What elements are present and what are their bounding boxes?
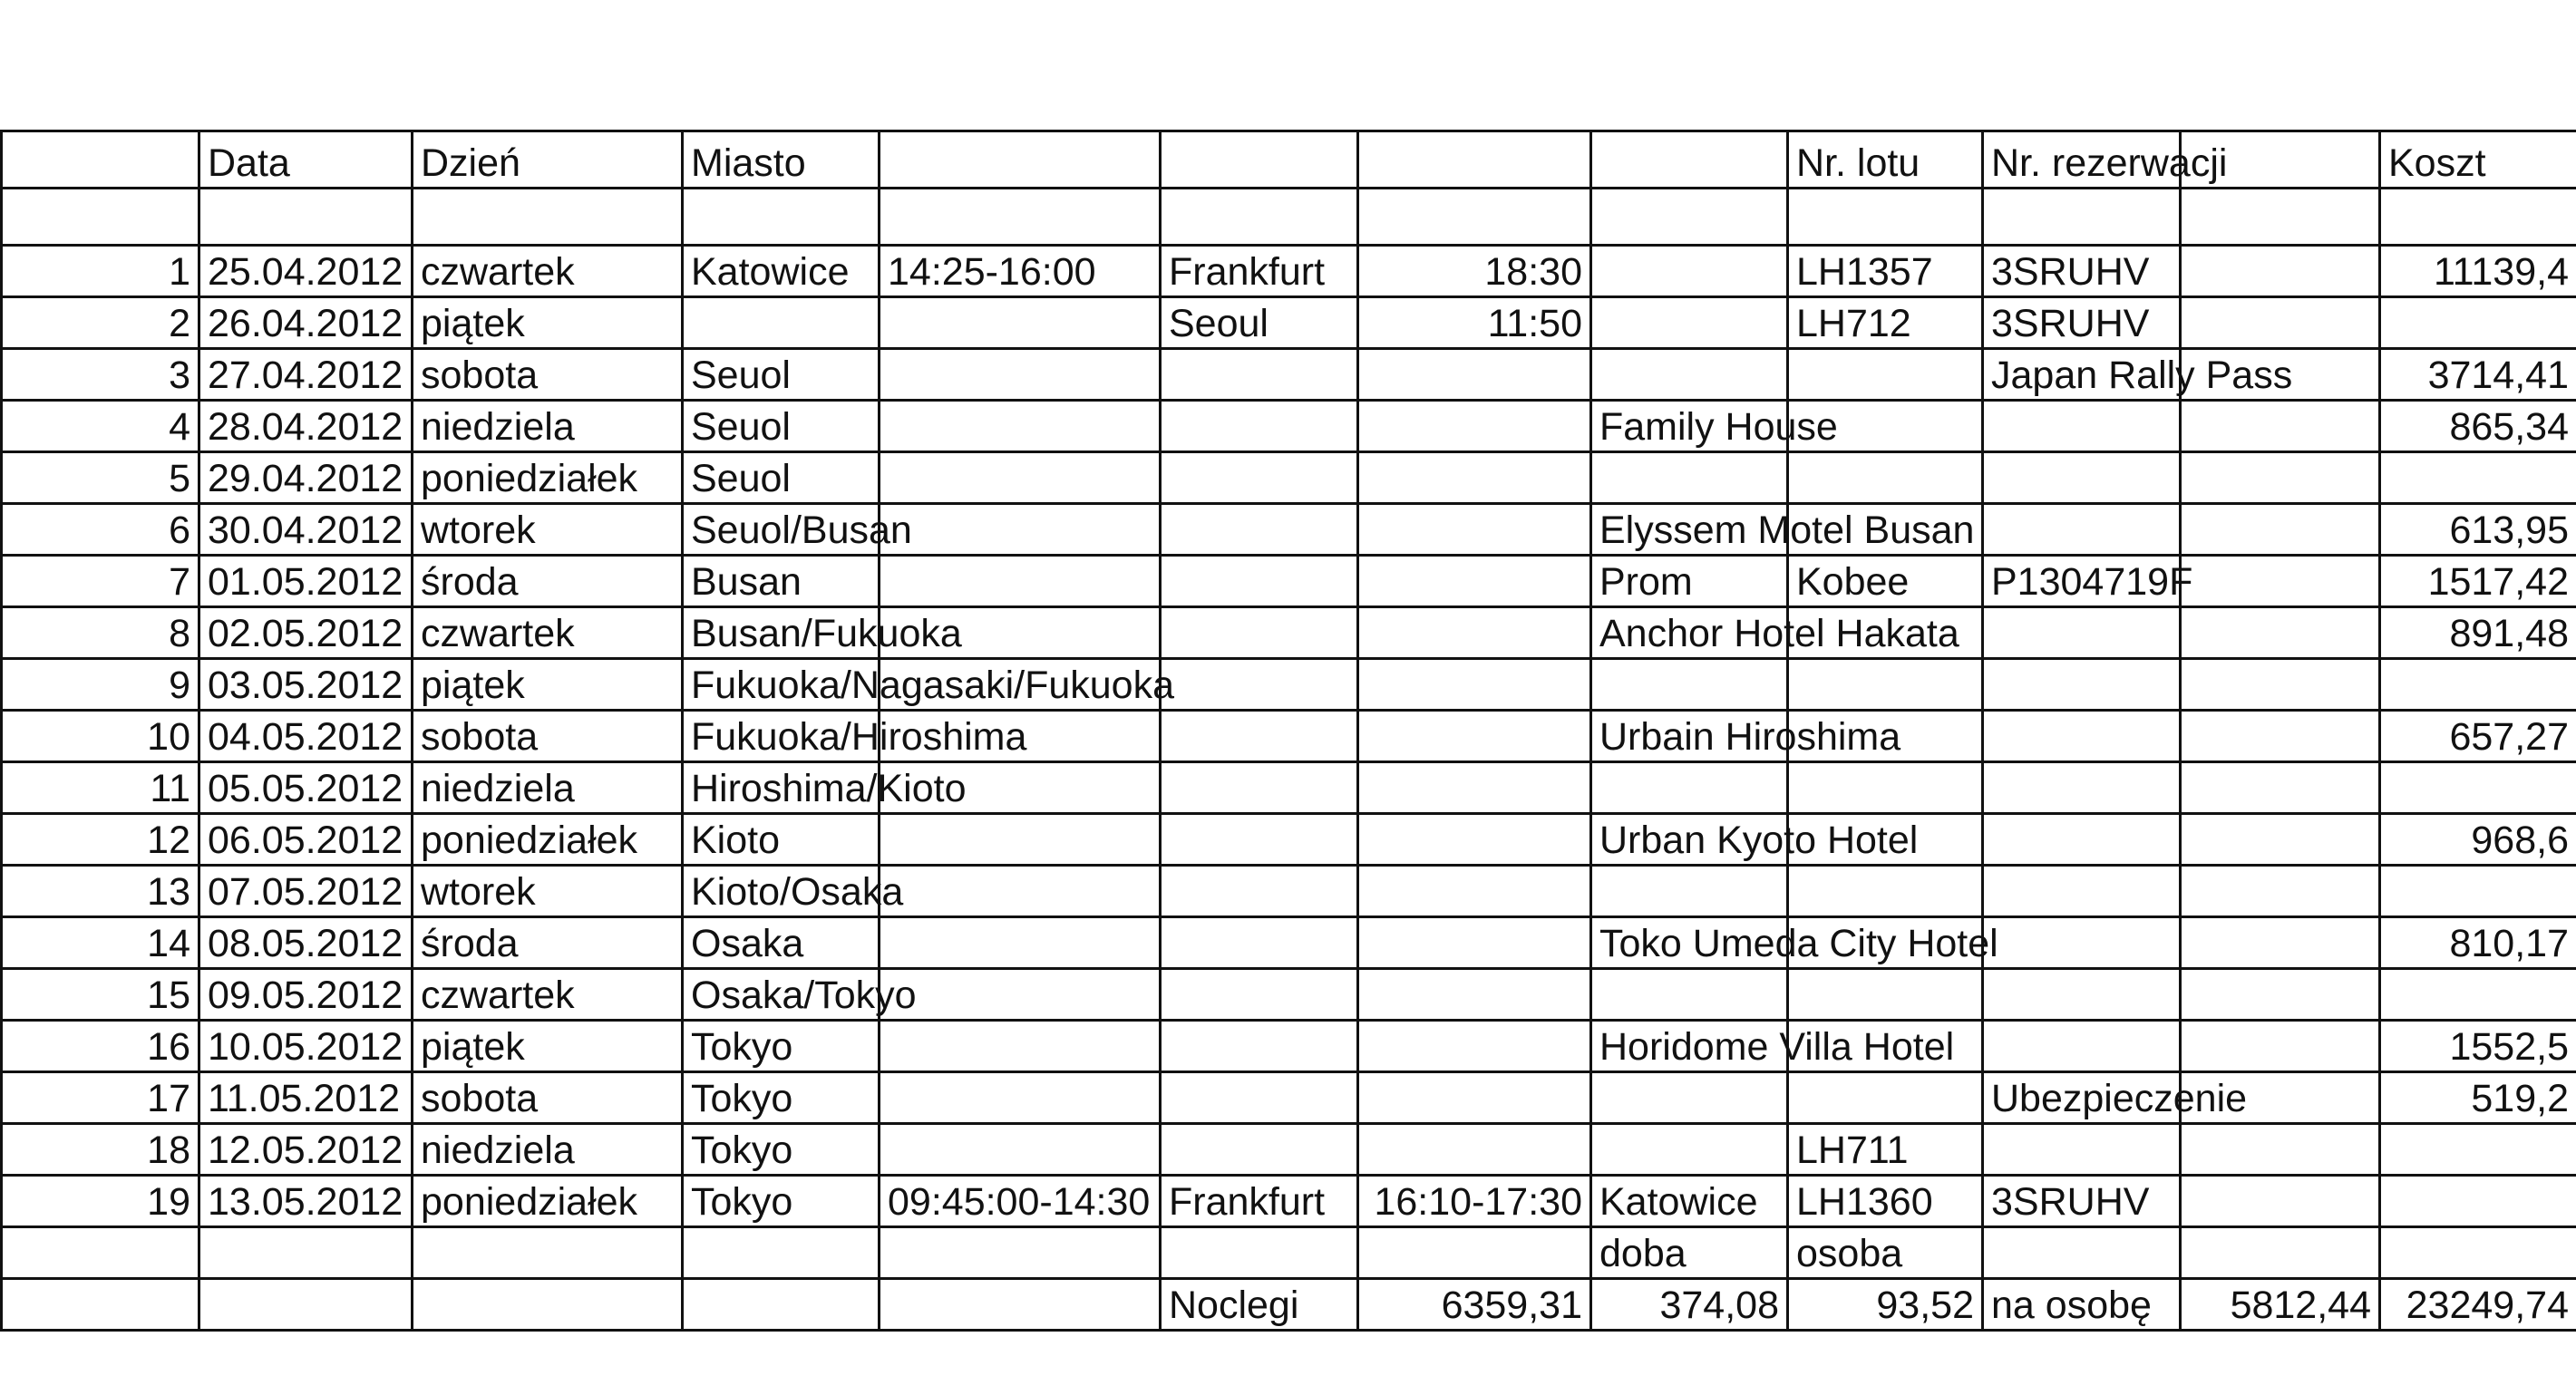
blank-cell: [2181, 1227, 2380, 1279]
row-city: Hiroshima/Kioto: [683, 762, 880, 814]
row-accommodation: [1591, 659, 1788, 711]
blank-cell: [880, 1227, 1161, 1279]
row-cost: 519,2: [2380, 1072, 2576, 1124]
table-row: [2, 401, 2576, 452]
doba-value: 374,08: [1591, 1279, 1788, 1331]
row-number: 12: [2, 814, 199, 866]
row-city: Tokyo: [683, 1072, 880, 1124]
row-reservation-extra: [2181, 969, 2380, 1021]
row-departure-time: [880, 504, 1161, 556]
row-transfer-city: [1161, 814, 1358, 866]
row-number: 13: [2, 866, 199, 917]
header-koszt: Koszt: [2380, 131, 2576, 189]
row-reservation-extra: [2181, 246, 2380, 297]
row-flight-number: [1788, 866, 1983, 917]
row-accommodation: Family House: [1591, 401, 1788, 452]
blank-cell: [1983, 189, 2181, 246]
row-transfer-city: Frankfurt: [1161, 246, 1358, 297]
row-number: 7: [2, 556, 199, 607]
blank-cell: [683, 189, 880, 246]
row-date: 29.04.2012: [199, 452, 413, 504]
row-number: 1: [2, 246, 199, 297]
table-row: [2, 452, 2576, 504]
row-departure-time: [880, 349, 1161, 401]
blank-cell: [2181, 189, 2380, 246]
row-cost: 810,17: [2380, 917, 2576, 969]
row-arrival-time: [1358, 917, 1591, 969]
row-flight-number: Kobee: [1788, 556, 1983, 607]
row-accommodation: Horidome Villa Hotel: [1591, 1021, 1788, 1072]
row-reservation-extra: [2181, 1021, 2380, 1072]
table-row: [2, 762, 2576, 814]
row-flight-number: LH1360: [1788, 1176, 1983, 1227]
label-doba: doba: [1591, 1227, 1788, 1279]
row-accommodation: Toko Umeda City Hotel: [1591, 917, 1788, 969]
row-departure-time: [880, 866, 1161, 917]
row-arrival-time: [1358, 711, 1591, 762]
row-cost: 1552,5: [2380, 1021, 2576, 1072]
blank-row: [2, 189, 2576, 246]
row-day: niedziela: [413, 401, 683, 452]
row-number: 3: [2, 349, 199, 401]
row-transfer-city: [1161, 917, 1358, 969]
row-arrival-time: [1358, 762, 1591, 814]
table-row: [2, 1176, 2576, 1227]
row-reservation-extra: [2181, 504, 2380, 556]
row-city: Seuol: [683, 452, 880, 504]
row-number: 14: [2, 917, 199, 969]
row-city: Busan: [683, 556, 880, 607]
row-date: 07.05.2012: [199, 866, 413, 917]
row-date: 03.05.2012: [199, 659, 413, 711]
blank-cell: [2380, 1227, 2576, 1279]
blank-cell: [2, 189, 199, 246]
row-reservation: [1983, 659, 2181, 711]
table-body: [2, 131, 2576, 1331]
row-arrival-time: [1358, 866, 1591, 917]
row-transfer-city: Frankfurt: [1161, 1176, 1358, 1227]
row-city: Tokyo: [683, 1021, 880, 1072]
row-date: 08.05.2012: [199, 917, 413, 969]
row-reservation-extra: [2181, 711, 2380, 762]
row-flight-number: [1788, 452, 1983, 504]
row-date: 06.05.2012: [199, 814, 413, 866]
row-number: 5: [2, 452, 199, 504]
table-row: [2, 504, 2576, 556]
row-date: 27.04.2012: [199, 349, 413, 401]
blank-cell: [2380, 189, 2576, 246]
row-cost: [2380, 1176, 2576, 1227]
row-cost: [2380, 452, 2576, 504]
row-accommodation: Prom: [1591, 556, 1788, 607]
row-transfer-city: [1161, 1124, 1358, 1176]
row-accommodation: [1591, 1124, 1788, 1176]
grand-total: 23249,74: [2380, 1279, 2576, 1331]
row-number: 17: [2, 1072, 199, 1124]
header-row: [2, 131, 2576, 189]
row-arrival-time: [1358, 1021, 1591, 1072]
row-city: Seuol: [683, 401, 880, 452]
row-reservation: [1983, 452, 2181, 504]
row-reservation: [1983, 969, 2181, 1021]
blank-cell: [683, 1227, 880, 1279]
row-date: 28.04.2012: [199, 401, 413, 452]
row-accommodation: [1591, 297, 1788, 349]
na-osobe-label: na osobę: [1983, 1279, 2181, 1331]
row-departure-time: [880, 917, 1161, 969]
itinerary-table: [0, 130, 2576, 1332]
row-cost: 891,48: [2380, 607, 2576, 659]
table-row: [2, 711, 2576, 762]
blank-cell: [413, 1227, 683, 1279]
blank-cell: [413, 1279, 683, 1331]
row-departure-time: [880, 1021, 1161, 1072]
row-reservation-extra: [2181, 452, 2380, 504]
row-number: 6: [2, 504, 199, 556]
table-row: [2, 349, 2576, 401]
row-reservation: [1983, 762, 2181, 814]
row-city: Kioto: [683, 814, 880, 866]
row-number: 19: [2, 1176, 199, 1227]
blank-cell: [1358, 1227, 1591, 1279]
row-reservation: 3SRUHV: [1983, 297, 2181, 349]
row-accommodation: Elyssem Motel Busan: [1591, 504, 1788, 556]
row-cost: 3714,41: [2380, 349, 2576, 401]
row-arrival-time: 11:50: [1358, 297, 1591, 349]
row-number: 4: [2, 401, 199, 452]
row-transfer-city: [1161, 504, 1358, 556]
blank-cell: [2, 1227, 199, 1279]
row-reservation-extra: [2181, 401, 2380, 452]
row-arrival-time: [1358, 659, 1591, 711]
row-accommodation: [1591, 1072, 1788, 1124]
row-number: 9: [2, 659, 199, 711]
row-reservation-extra: [2181, 659, 2380, 711]
row-transfer-city: [1161, 659, 1358, 711]
row-arrival-time: [1358, 556, 1591, 607]
row-departure-time: [880, 401, 1161, 452]
row-day: piątek: [413, 1021, 683, 1072]
blank-cell: [880, 1279, 1161, 1331]
row-reservation: P1304719F: [1983, 556, 2181, 607]
row-city: Seuol/Busan: [683, 504, 880, 556]
table-row: [2, 1124, 2576, 1176]
blank-cell: [880, 189, 1161, 246]
row-cost: [2380, 969, 2576, 1021]
spreadsheet: [0, 130, 2576, 1395]
row-day: czwartek: [413, 607, 683, 659]
row-arrival-time: [1358, 607, 1591, 659]
row-cost: 968,6: [2380, 814, 2576, 866]
table-row: [2, 866, 2576, 917]
row-accommodation: [1591, 349, 1788, 401]
table-row: [2, 297, 2576, 349]
row-reservation-extra: [2181, 1124, 2380, 1176]
row-reservation-extra: [2181, 1176, 2380, 1227]
row-cost: 11139,4: [2380, 246, 2576, 297]
row-transfer-city: [1161, 1072, 1358, 1124]
row-arrival-time: [1358, 1072, 1591, 1124]
row-number: 11: [2, 762, 199, 814]
row-transfer-city: [1161, 969, 1358, 1021]
row-transfer-city: [1161, 349, 1358, 401]
row-date: 04.05.2012: [199, 711, 413, 762]
row-arrival-time: [1358, 969, 1591, 1021]
row-reservation: Japan Rally Pass: [1983, 349, 2181, 401]
row-day: wtorek: [413, 504, 683, 556]
row-cost: [2380, 1124, 2576, 1176]
row-reservation-extra: [2181, 762, 2380, 814]
row-reservation-extra: [2181, 814, 2380, 866]
row-reservation-extra: [2181, 556, 2380, 607]
row-date: 13.05.2012: [199, 1176, 413, 1227]
row-cost: 865,34: [2380, 401, 2576, 452]
header-dzien: Dzień: [413, 131, 683, 189]
row-day: piątek: [413, 297, 683, 349]
row-date: 25.04.2012: [199, 246, 413, 297]
row-reservation: [1983, 607, 2181, 659]
row-city: [683, 297, 880, 349]
blank-cell: [2, 1279, 199, 1331]
row-day: sobota: [413, 1072, 683, 1124]
row-day: czwartek: [413, 969, 683, 1021]
row-city: Katowice: [683, 246, 880, 297]
row-day: poniedziałek: [413, 452, 683, 504]
row-departure-time: [880, 556, 1161, 607]
totals-row: [2, 1279, 2576, 1331]
row-accommodation: [1591, 866, 1788, 917]
row-city: Osaka/Tokyo: [683, 969, 880, 1021]
row-cost: [2380, 659, 2576, 711]
row-arrival-time: [1358, 504, 1591, 556]
blank-cell: [413, 189, 683, 246]
header-data: Data: [199, 131, 413, 189]
row-flight-number: [1788, 1072, 1983, 1124]
header-miasto: Miasto: [683, 131, 880, 189]
row-reservation: [1983, 814, 2181, 866]
blank-cell: [199, 1227, 413, 1279]
row-reservation: [1983, 1021, 2181, 1072]
row-city: Fukuoka/Hiroshima: [683, 711, 880, 762]
row-day: poniedziałek: [413, 814, 683, 866]
row-arrival-time: 16:10-17:30: [1358, 1176, 1591, 1227]
row-accommodation: [1591, 246, 1788, 297]
row-transfer-city: [1161, 762, 1358, 814]
label-osoba: osoba: [1788, 1227, 1983, 1279]
row-flight-number: LH712: [1788, 297, 1983, 349]
row-arrival-time: [1358, 814, 1591, 866]
row-date: 02.05.2012: [199, 607, 413, 659]
row-transfer-city: [1161, 866, 1358, 917]
row-city: Osaka: [683, 917, 880, 969]
noclegi-value: 6359,31: [1358, 1279, 1591, 1331]
row-flight-number: [1788, 969, 1983, 1021]
row-flight-number: LH711: [1788, 1124, 1983, 1176]
row-date: 26.04.2012: [199, 297, 413, 349]
row-cost: [2380, 866, 2576, 917]
row-arrival-time: 18:30: [1358, 246, 1591, 297]
row-number: 15: [2, 969, 199, 1021]
row-reservation: 3SRUHV: [1983, 1176, 2181, 1227]
header-empty: [1591, 131, 1788, 189]
row-cost: 1517,42: [2380, 556, 2576, 607]
noclegi-label: Noclegi: [1161, 1279, 1358, 1331]
row-number: 18: [2, 1124, 199, 1176]
row-arrival-time: [1358, 349, 1591, 401]
row-accommodation: [1591, 452, 1788, 504]
row-date: 30.04.2012: [199, 504, 413, 556]
row-departure-time: [880, 1072, 1161, 1124]
table-row: [2, 1021, 2576, 1072]
blank-cell: [1358, 189, 1591, 246]
row-reservation: [1983, 711, 2181, 762]
blank-cell: [1161, 1227, 1358, 1279]
table-row: [2, 556, 2576, 607]
row-cost: [2380, 297, 2576, 349]
table-row: [2, 659, 2576, 711]
row-departure-time: [880, 452, 1161, 504]
row-departure-time: [880, 1124, 1161, 1176]
header-empty: [880, 131, 1161, 189]
row-date: 11.05.2012: [199, 1072, 413, 1124]
row-arrival-time: [1358, 401, 1591, 452]
blank-cell: [1591, 189, 1788, 246]
row-reservation-extra: [2181, 917, 2380, 969]
row-date: 05.05.2012: [199, 762, 413, 814]
row-departure-time: 14:25-16:00: [880, 246, 1161, 297]
table-row: [2, 1072, 2576, 1124]
blank-cell: [1983, 1227, 2181, 1279]
row-city: Tokyo: [683, 1124, 880, 1176]
row-departure-time: [880, 297, 1161, 349]
row-day: sobota: [413, 711, 683, 762]
row-transfer-city: [1161, 401, 1358, 452]
row-number: 10: [2, 711, 199, 762]
row-departure-time: [880, 969, 1161, 1021]
row-transfer-city: [1161, 556, 1358, 607]
row-date: 09.05.2012: [199, 969, 413, 1021]
row-flight-number: [1788, 349, 1983, 401]
row-accommodation: Urbain Hiroshima: [1591, 711, 1788, 762]
row-flight-number: [1788, 659, 1983, 711]
row-cost: 613,95: [2380, 504, 2576, 556]
row-transfer-city: [1161, 1021, 1358, 1072]
row-reservation: [1983, 866, 2181, 917]
labels-row: [2, 1227, 2576, 1279]
row-arrival-time: [1358, 1124, 1591, 1176]
row-day: wtorek: [413, 866, 683, 917]
row-transfer-city: [1161, 711, 1358, 762]
row-flight-number: [1788, 762, 1983, 814]
row-reservation-extra: [2181, 297, 2380, 349]
row-city: Fukuoka/Nagasaki/Fukuoka: [683, 659, 880, 711]
table-row: [2, 969, 2576, 1021]
row-city: Kioto/Osaka: [683, 866, 880, 917]
row-city: Seuol: [683, 349, 880, 401]
blank-cell: [199, 189, 413, 246]
row-reservation-extra: [2181, 866, 2380, 917]
row-date: 01.05.2012: [199, 556, 413, 607]
row-transfer-city: [1161, 607, 1358, 659]
row-arrival-time: [1358, 452, 1591, 504]
blank-cell: [1788, 189, 1983, 246]
row-number: 8: [2, 607, 199, 659]
row-departure-time: [880, 814, 1161, 866]
row-accommodation: Anchor Hotel Hakata: [1591, 607, 1788, 659]
row-cost: [2380, 762, 2576, 814]
row-accommodation: Urban Kyoto Hotel: [1591, 814, 1788, 866]
row-day: poniedziałek: [413, 1176, 683, 1227]
row-city: Tokyo: [683, 1176, 880, 1227]
na-osobe-value: 5812,44: [2181, 1279, 2380, 1331]
row-reservation: [1983, 401, 2181, 452]
row-day: niedziela: [413, 762, 683, 814]
row-day: piątek: [413, 659, 683, 711]
row-reservation: 3SRUHV: [1983, 246, 2181, 297]
blank-cell: [683, 1279, 880, 1331]
row-departure-time: 09:45:00-14:30: [880, 1176, 1161, 1227]
header-nr-rezerwacji: Nr. rezerwacji: [1983, 131, 2181, 189]
blank-cell: [1161, 189, 1358, 246]
row-day: czwartek: [413, 246, 683, 297]
header-empty: [1358, 131, 1591, 189]
row-reservation: Ubezpieczenie: [1983, 1072, 2181, 1124]
row-day: środa: [413, 556, 683, 607]
row-day: sobota: [413, 349, 683, 401]
row-accommodation: [1591, 969, 1788, 1021]
row-flight-number: LH1357: [1788, 246, 1983, 297]
row-city: Busan/Fukuoka: [683, 607, 880, 659]
header-no: [2, 131, 199, 189]
row-reservation: [1983, 917, 2181, 969]
row-accommodation: Katowice: [1591, 1176, 1788, 1227]
table-row: [2, 246, 2576, 297]
osoba-value: 93,52: [1788, 1279, 1983, 1331]
table-row: [2, 917, 2576, 969]
row-number: 16: [2, 1021, 199, 1072]
row-transfer-city: [1161, 452, 1358, 504]
row-reservation: [1983, 1124, 2181, 1176]
header-empty: [1161, 131, 1358, 189]
row-reservation: [1983, 504, 2181, 556]
row-day: środa: [413, 917, 683, 969]
row-number: 2: [2, 297, 199, 349]
blank-cell: [199, 1279, 413, 1331]
row-reservation-extra: [2181, 607, 2380, 659]
header-nr-lotu: Nr. lotu: [1788, 131, 1983, 189]
row-date: 12.05.2012: [199, 1124, 413, 1176]
row-cost: 657,27: [2380, 711, 2576, 762]
row-day: niedziela: [413, 1124, 683, 1176]
row-accommodation: [1591, 762, 1788, 814]
table-row: [2, 814, 2576, 866]
row-transfer-city: Seoul: [1161, 297, 1358, 349]
table-row: [2, 607, 2576, 659]
row-date: 10.05.2012: [199, 1021, 413, 1072]
